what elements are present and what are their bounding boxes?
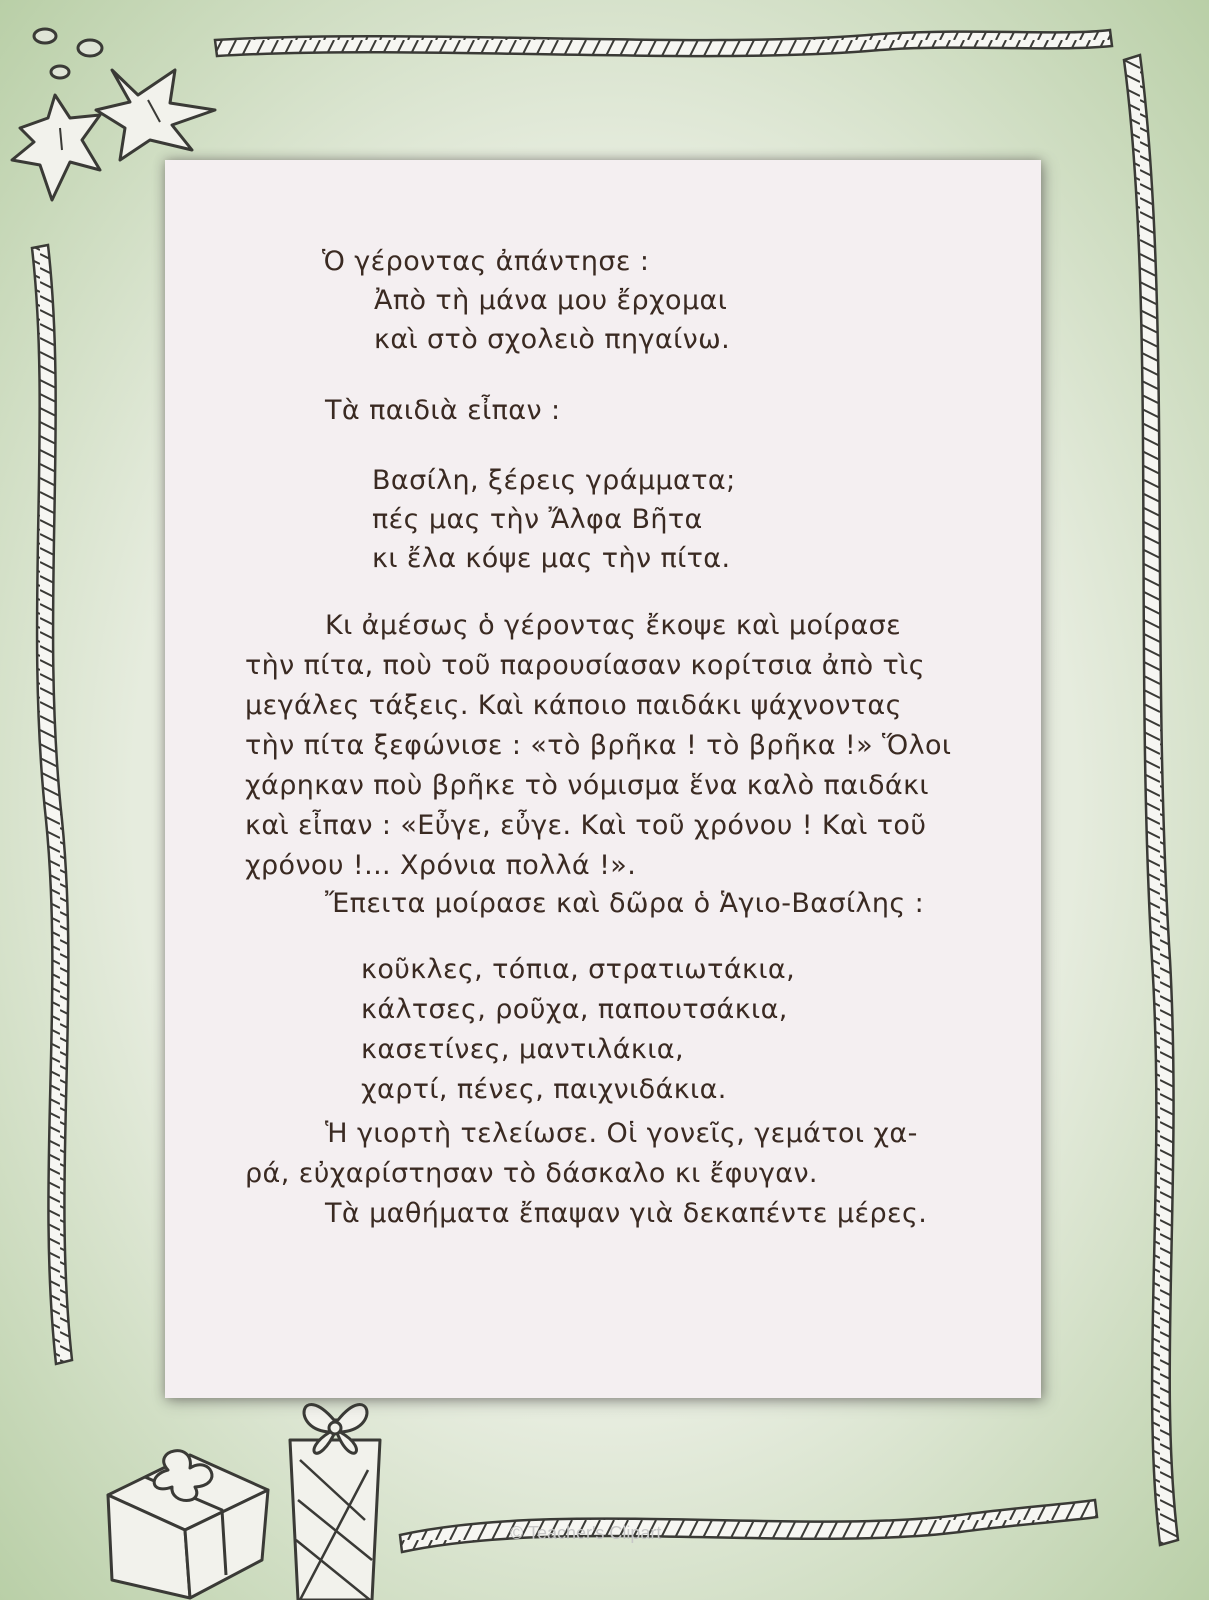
poem-line: κασετίνες, μαντιλάκια, xyxy=(361,1034,684,1065)
bottom-rope-border xyxy=(400,1500,1097,1552)
poem-line: μεγάλες τάξεις. Καὶ κάποιο παιδάκι ψάχνοντας xyxy=(245,690,902,721)
poem-line: Ἔπειτα μοίρασε καὶ δῶρα ὁ Ἁγιο-Βασίλης : xyxy=(325,888,925,919)
poem-line: πές μας τὴν Ἄλφα Βῆτα xyxy=(372,504,703,535)
left-rope-border xyxy=(32,245,72,1364)
poem-line: ρά, εὐχαρίστησαν τὸ δάσκαλο κι ἔφυγαν. xyxy=(245,1158,818,1189)
poem-line: Ὁ γέροντας ἀπάντησε : xyxy=(322,246,650,277)
poem-line: Τὰ μαθήματα ἔπαψαν γιὰ δεκαπέντε μέρες. xyxy=(325,1198,928,1229)
poem-line: κι ἔλα κόψε μας τὴν πίτα. xyxy=(372,543,731,574)
top-rope-border xyxy=(215,30,1112,56)
poem-line: Κι ἀμέσως ὁ γέροντας ἔκοψε καὶ μοίρασε xyxy=(325,610,902,641)
poem-line: Βασίλη, ξέρεις γράμματα; xyxy=(372,465,736,496)
poem-line: κάλτσες, ροῦχα, παπουτσάκια, xyxy=(361,994,788,1025)
poem-line: καὶ στὸ σχολειὸ πηγαίνω. xyxy=(374,324,731,355)
poem-line: κοῦκλες, τόπια, στρατιωτάκια, xyxy=(361,954,796,985)
poem-line: χρόνου !... Χρόνια πολλά !». xyxy=(245,850,637,881)
watermark: © Teacher's Clipart xyxy=(510,1523,662,1543)
poem-line: Ἀπὸ τὴ μάνα μου ἔρχομαι xyxy=(374,285,728,316)
poem-line: τὴν πίτα, ποὺ τοῦ παρουσίασαν κορίτσια ἀπὸ τὶς xyxy=(245,650,925,681)
poem-line: Τὰ παιδιὰ εἶπαν : xyxy=(325,395,561,426)
bubbles-icon xyxy=(34,29,102,78)
poem-line: χαρτί, πένες, παιχνιδάκια. xyxy=(361,1074,727,1105)
poem-line: χάρηκαν ποὺ βρῆκε τὸ νόμισμα ἕνα καλὸ παιδάκι xyxy=(245,770,929,801)
poem-line: καὶ εἶπαν : «Εὖγε, εὖγε. Καὶ τοῦ χρόνου ! Καὶ τοῦ xyxy=(245,810,927,841)
paper-page xyxy=(165,160,1041,1398)
gift-bow-icon xyxy=(290,1405,380,1600)
poem-line: Ἡ γιορτὴ τελείωσε. Οἱ γονεῖς, γεμάτοι χα- xyxy=(325,1118,918,1149)
poem-line: τὴν πίτα ξεφώνισε : «τὸ βρῆκα ! τὸ βρῆκα !» Ὅλοι xyxy=(245,730,952,761)
right-rope-border xyxy=(1124,55,1178,1545)
gift-box-icon xyxy=(108,1451,268,1598)
